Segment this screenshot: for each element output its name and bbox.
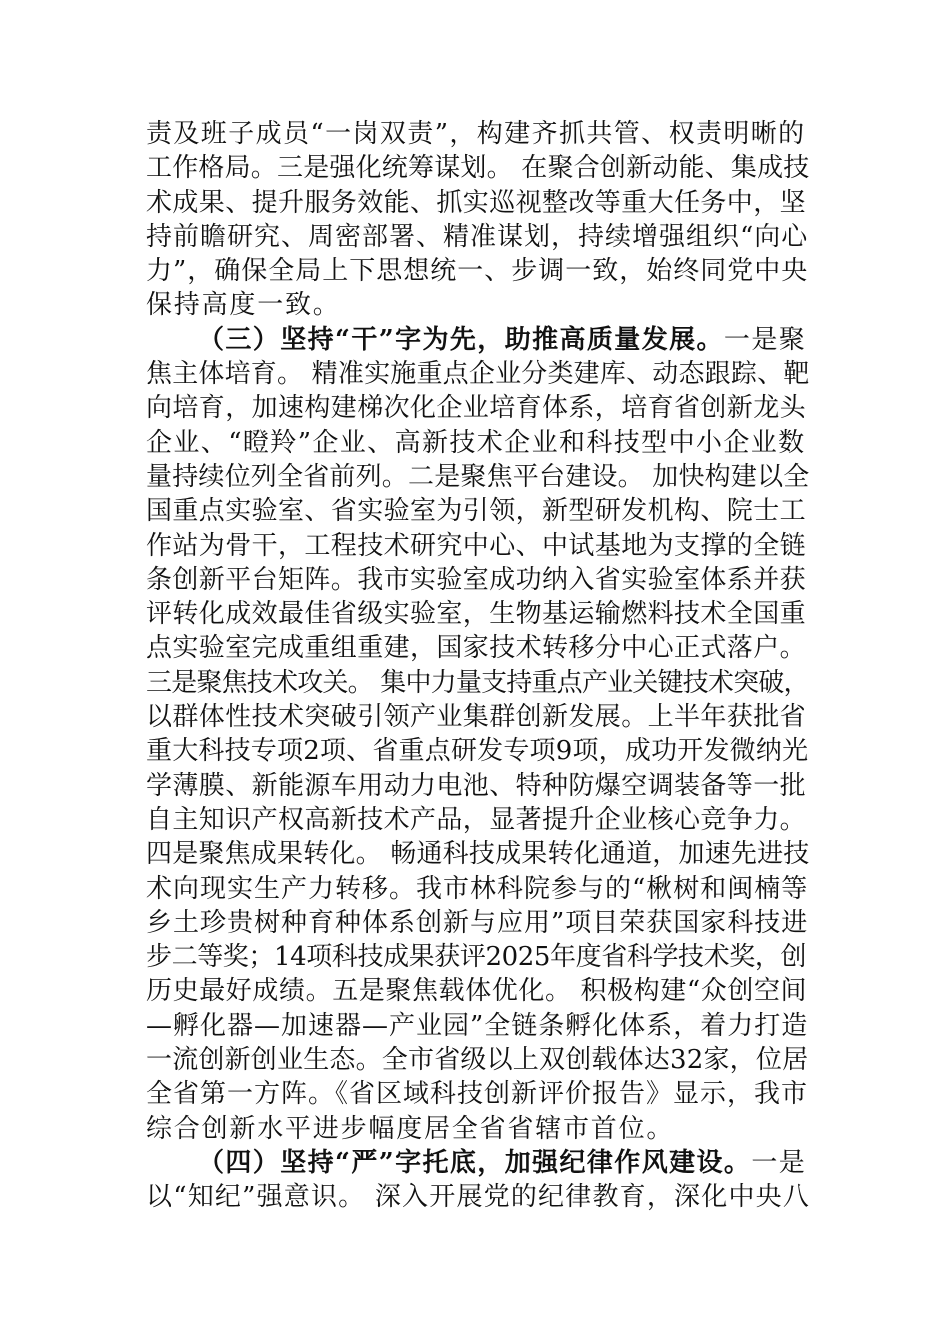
section-heading-line <box>146 1146 810 1180</box>
paragraph-section-three <box>146 323 810 1146</box>
text-line: 责及班子成员“一岗双责”，构建齐抓共管、权责明晰的 <box>146 119 806 149</box>
text-line: 作站为骨干，工程技术研究中心、中试基地为支撑的全链 <box>146 530 807 561</box>
text-line: 焦主体培育。 精准实施重点企业分类建库、动态跟踪、靶 <box>146 359 810 390</box>
section-heading: （四）坚持“严”字托底，加强纪律作风建设。 <box>198 1147 752 1178</box>
paragraph-section-four <box>146 1146 810 1215</box>
text-run: 一是聚 <box>723 324 807 355</box>
text-line: 以“知纪”强意识。 深入开展党的纪律教育，深化中央八 <box>146 1182 811 1213</box>
text-line: 综合创新水平进步幅度居全省省辖市首位。 <box>146 1113 675 1144</box>
text-line: 力”，确保全局上下思想统一、步调一致，始终同党中央 <box>146 256 809 287</box>
text-line: 重大科技专项2项、省重点研发专项9项，成功开发微纳光 <box>146 736 809 767</box>
section-heading-line <box>146 323 810 357</box>
text-line: 持前瞻研究、周密部署、精准谋划，持续增强组织“向心 <box>146 221 809 252</box>
text-line: 术成果、提升服务效能、抓实巡视整改等重大任务中，坚 <box>146 187 807 218</box>
text-line: 步二等奖；14项科技成果获评2025年度省科学技术奖，创 <box>146 942 807 973</box>
text-line: 全省第一方阵。《省区域科技创新评价报告》显示，我市 <box>146 1079 809 1110</box>
text-line: 乡土珍贵树种育种体系创新与应用”项目荣获国家科技进 <box>146 907 809 938</box>
text-line: 保持高度一致。 <box>146 290 341 321</box>
text-line: 术向现实生产力转移。我市林科院参与的“楸树和闽楠等 <box>146 873 809 904</box>
text-line: 企业、“瞪羚”企业、高新技术企业和科技型中小企业数 <box>146 427 806 458</box>
text-line: 国重点实验室、省实验室为引领，新型研发机构、院士工 <box>146 496 807 527</box>
text-line: 以群体性技术突破引领产业集群创新发展。上半年获批省 <box>146 702 807 733</box>
text-line: 四是聚焦成果转化。 畅通科技成果转化通道，加速先进技 <box>146 839 810 870</box>
text-line: 评转化成效最佳省级实验室，生物基运输燃料技术全国重 <box>146 599 807 630</box>
text-line: 向培育，加速构建梯次化企业培育体系，培育省创新龙头 <box>146 393 807 424</box>
body-text <box>146 117 810 1215</box>
text-line: 学薄膜、新能源车用动力电池、特种防爆空调装备等一批 <box>146 770 807 801</box>
text-run: 一是 <box>751 1147 807 1178</box>
paragraph-responsibility <box>146 117 810 323</box>
text-line: 自主知识产权高新技术产品，显著提升企业核心竞争力。 <box>146 804 807 835</box>
text-line: 条创新平台矩阵。我市实验室成功纳入省实验室体系并获 <box>146 564 807 595</box>
text-line: 量持续位列全省前列。二是聚焦平台建设。 加快构建以全 <box>146 461 810 492</box>
text-line: 一流创新创业生态。全市省级以上双创载体达32家，位居 <box>146 1045 809 1076</box>
text-line: 历史最好成绩。五是聚焦载体优化。 积极构建“众创空间 <box>146 976 808 1007</box>
text-line: 三是聚焦技术攻关。 集中力量支持重点产业关键技术突破， <box>146 667 809 698</box>
text-line: 点实验室完成重组重建，国家技术转移分中心正式落户。 <box>146 633 807 664</box>
section-heading: （三）坚持“干”字为先，助推高质量发展。 <box>198 324 724 355</box>
text-line: 工作格局。三是强化统筹谋划。 在聚合创新动能、集成技 <box>146 153 810 184</box>
text-line: —孵化器—加速器—产业园”全链条孵化体系，着力打造 <box>146 1010 809 1041</box>
